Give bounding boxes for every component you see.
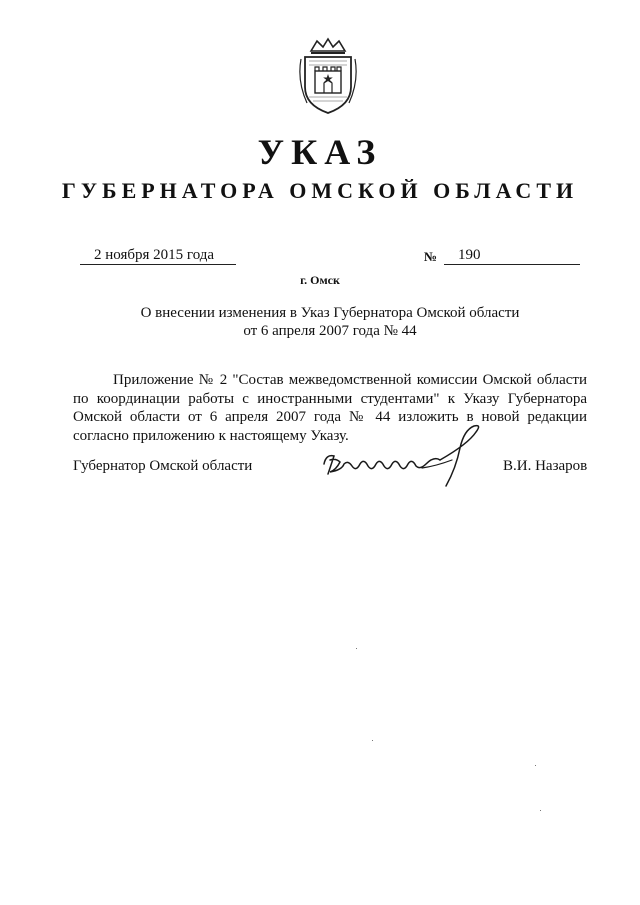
- scan-speck: [535, 765, 536, 766]
- body-paragraph: Приложение № 2 "Состав межведомственной комиссии Омской области по координации работы с иностранными студентами" к Указу Губернатора Омской области от 6 апреля 2007 года № 44 изложить в новой редакции согласно приложению к настоящему Указу.: [73, 372, 587, 444]
- signatory-name: В.И. Назаров: [503, 458, 588, 474]
- scan-speck: [540, 810, 541, 811]
- document-subtitle: ГУБЕРНАТОРА ОМСКОЙ ОБЛАСТИ: [61, 178, 579, 203]
- signatory-position: Губернатор Омской области: [73, 458, 253, 474]
- scan-speck: [372, 740, 373, 741]
- city-label: г. Омск: [300, 273, 340, 287]
- number-field: [444, 246, 580, 265]
- handwritten-signature: [318, 424, 488, 490]
- subject-line-1: О внесении изменения в Указ Губернатора Омской области: [140, 305, 520, 321]
- coat-of-arms-icon: [297, 37, 359, 115]
- number-label: №: [424, 249, 438, 264]
- document-title: УКАЗ: [257, 132, 383, 172]
- scan-speck: [356, 648, 357, 649]
- subject-heading: [100, 304, 560, 340]
- date-field: [80, 246, 236, 265]
- date-value: 2 ноября 2015 года: [94, 247, 215, 263]
- subject-line-2: от 6 апреля 2007 года № 44: [243, 323, 417, 339]
- number-value: 190: [458, 247, 481, 263]
